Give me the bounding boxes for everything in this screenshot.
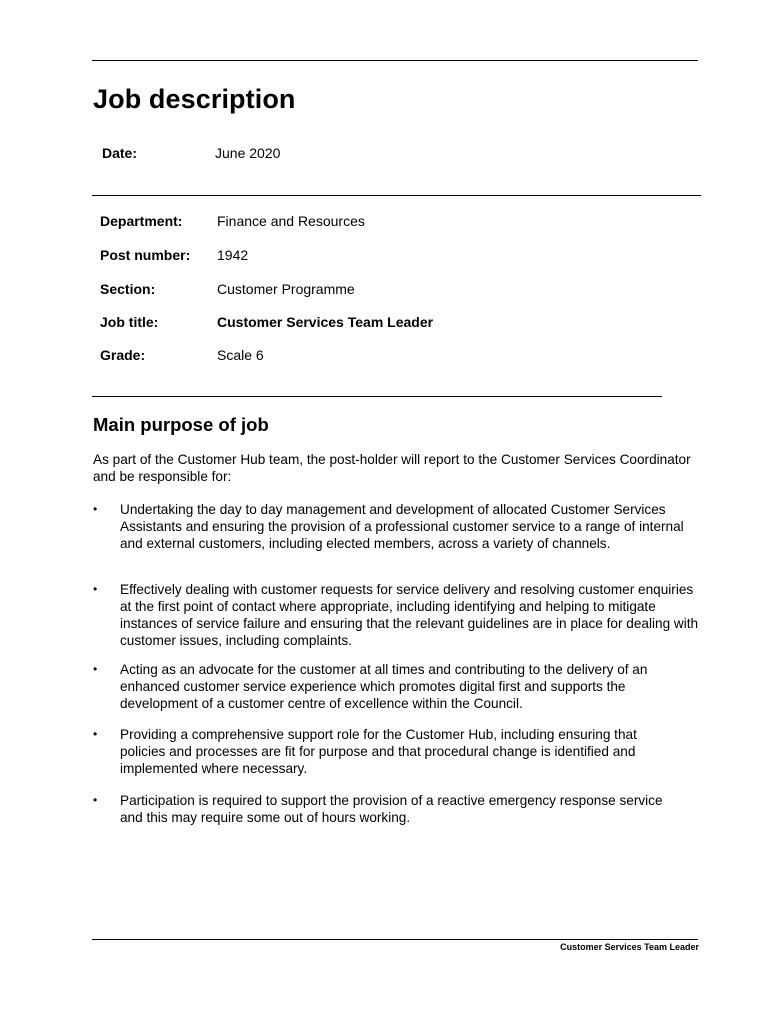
department-value: Finance and Resources xyxy=(217,213,365,229)
grade-label: Grade: xyxy=(100,347,146,363)
bullet-icon: • xyxy=(93,793,98,807)
page-title: Job description xyxy=(93,84,296,114)
bullet-text: Acting as an advocate for the customer at all times and contributing to the delivery of an enhanced customer service experience which promotes digital first and supports the development of a customer centre of excellence within the Council. xyxy=(120,662,648,711)
bullet-text: Participation is required to support the provision of a reactive emergency response service and this may require some out of hours working. xyxy=(120,793,663,825)
bullet-icon: • xyxy=(93,662,98,676)
bullet-text: Providing a comprehensive support role for the Customer Hub, including ensuring that policies and processes are fit for purpose and that procedural change is identified and implemented where necessary. xyxy=(120,727,637,776)
footer-rule xyxy=(92,939,698,940)
date-value: June 2020 xyxy=(215,145,281,161)
post-number-label: Post number: xyxy=(100,247,191,263)
main-purpose-intro: As part of the Customer Hub team, the post-holder will report to the Customer Services Coordinator and be responsible for: xyxy=(93,452,691,484)
header-divider xyxy=(92,195,701,196)
date-label: Date: xyxy=(102,145,138,161)
post-number-value: 1942 xyxy=(217,247,249,263)
bullet-icon: • xyxy=(93,727,98,741)
bullet-icon: • xyxy=(93,502,98,516)
section-divider xyxy=(92,396,662,397)
bullet-text: Undertaking the day to day management and development of allocated Customer Services Assistants and ensuring the provision of a professional customer service to a range of internal and external customers, including elected members, across a variety of channels. xyxy=(120,502,684,551)
footer-text: Customer Services Team Leader xyxy=(560,942,699,952)
top-rule xyxy=(92,60,698,61)
grade-value: Scale 6 xyxy=(217,347,264,363)
bullet-icon: • xyxy=(93,582,98,596)
job-title-label: Job title: xyxy=(100,314,159,330)
section-label: Section: xyxy=(100,281,156,297)
bullet-text: Effectively dealing with customer requests for service delivery and resolving customer enquiries at the first point of contact where appropriate, including identifying and helping to mitigate instances of service failure and ensuring that the relevant guidelines are in place for dealing with customer issues, including complaints. xyxy=(120,582,699,648)
section-value: Customer Programme xyxy=(217,281,355,297)
department-label: Department: xyxy=(100,213,183,229)
job-title-value: Customer Services Team Leader xyxy=(217,314,434,330)
main-purpose-heading: Main purpose of job xyxy=(93,414,269,435)
